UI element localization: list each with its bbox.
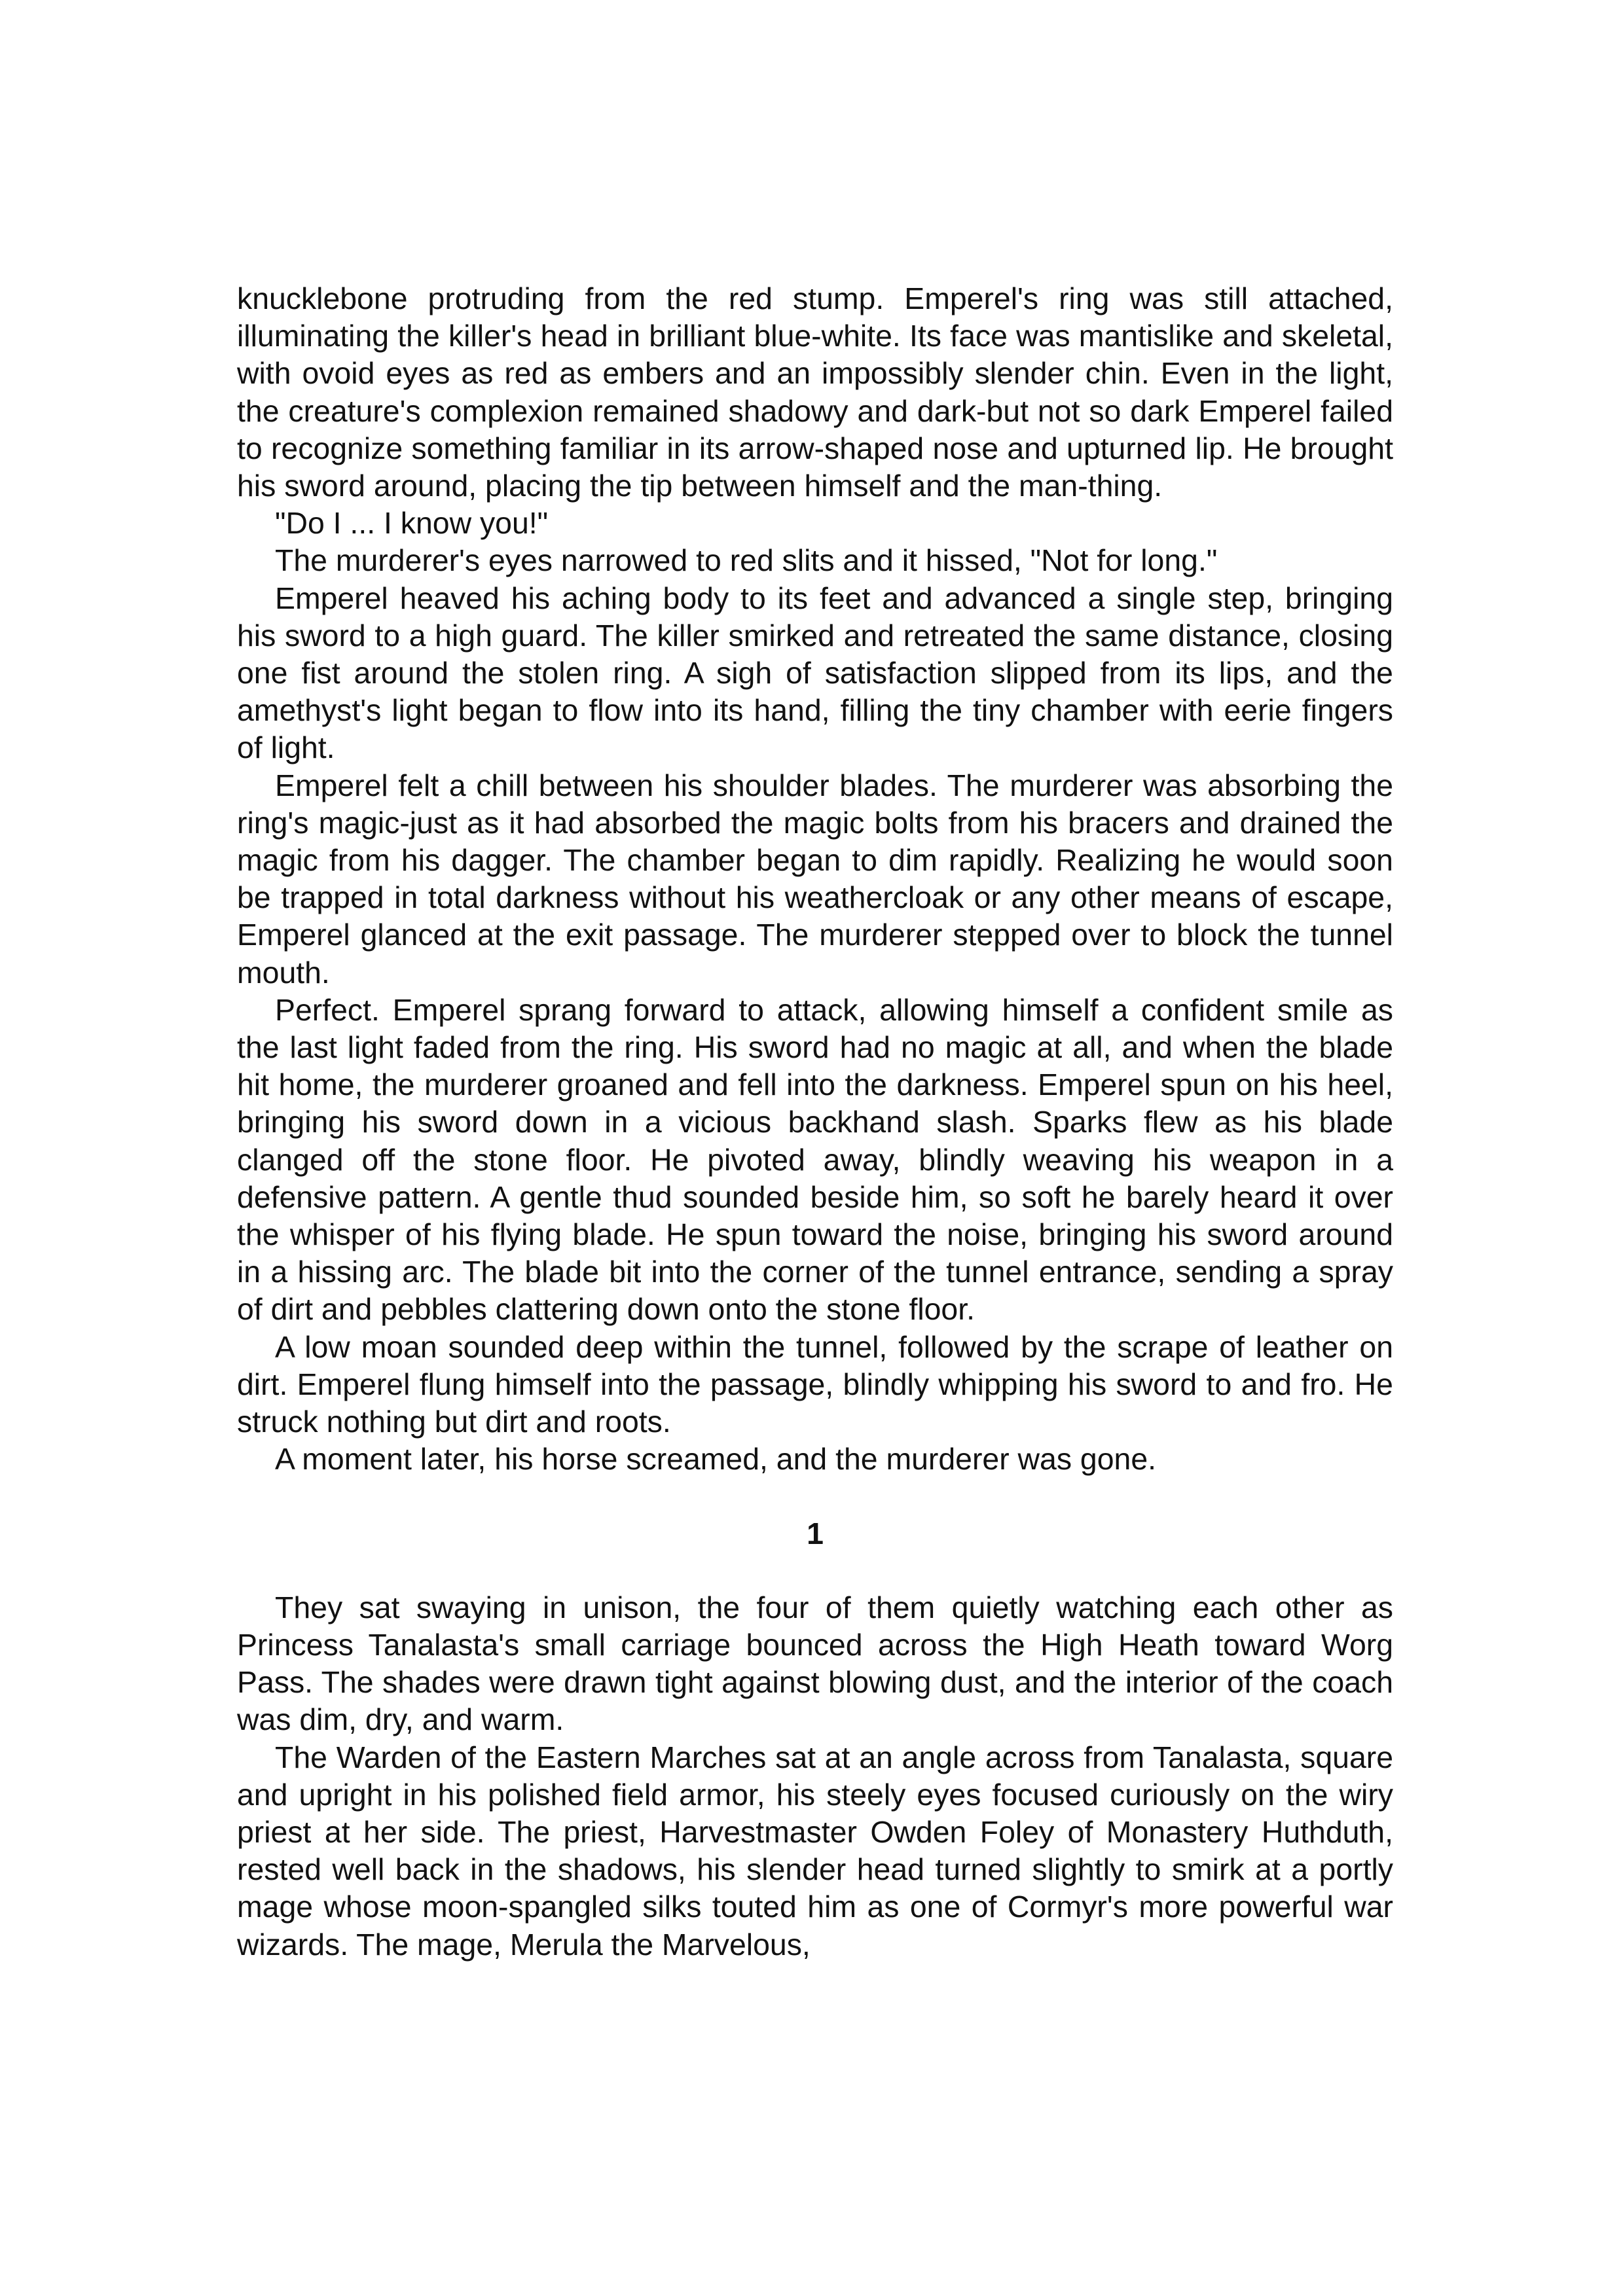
paragraph-perfect: Perfect. Emperel sprang forward to attack, allowing himself a confident smile as the last light faded from the ring. His sword had no magic at all, and when the blade hit home, the murderer groaned and fell into the darkness. Emperel spun on his heel, bringing his sword down in a vicious backhand slash. Sparks flew as his blade clanged off the stone floor. He pivoted away, blindly weaving his weapon in a defensive pattern. A gentle thud sounded beside him, so soft he barely heard it over the whisper of his flying blade. He spun toward the noise, bringing his sword around in a hissing arc. The blade bit into the corner of the tunnel entrance, sending a spray of dirt and pebbles clattering down onto the stone floor. bbox=[237, 992, 1393, 1327]
paragraph-dialogue-know-you: "Do I ... I know you!" bbox=[275, 506, 549, 541]
paragraph-continuation: knucklebone protruding from the red stump. Emperel's ring was still attached, illuminating the killer's head in brilliant blue-white. Its face was mantislike and skeletal, with ovoid eyes as red as embers and an impossibly slender chin. Even in the light, the creature's complexion remained shadowy and dark-but not so dark Emperel failed to recognize something familiar in its arrow-shaped nose and upturned lip. He brought his sword around, placing the tip between himself and the man-thing. bbox=[237, 281, 1393, 503]
paragraph-chill: Emperel felt a chill between his shoulder blades. The murderer was absorbing the ring's magic-just as it had absorbed the magic bolts from his bracers and drained the magic from his dagger. The chamber began to dim rapidly. Realizing he would soon be trapped in total darkness without his weathercloak or any other means of escape, Emperel glanced at the exit passage. The murderer stepped over to block the tunnel mouth. bbox=[237, 768, 1393, 990]
paragraph-horse-screamed: A moment later, his horse screamed, and the murderer was gone. bbox=[275, 1442, 1157, 1477]
book-page bbox=[237, 280, 1393, 1964]
chapter-number: 1 bbox=[807, 1516, 824, 1551]
paragraph-low-moan: A low moan sounded deep within the tunnel, followed by the scrape of leather on dirt. Emperel flung himself into the passage, blindly whipping his sword to and fro. He struck nothing but dirt and roots. bbox=[237, 1329, 1393, 1439]
paragraph-warden: The Warden of the Eastern Marches sat at an angle across from Tanalasta, square and upright in his polished field armor, his steely eyes focused curiously on the wiry priest at her side. The priest, Harvestmaster Owden Foley of Monastery Huthduth, rested well back in the shadows, his slender head turned slightly to smirk at a portly mage whose moon-spangled silks touted him as one of Cormyr's more powerful war wizards. The mage, Merula the Marvelous, bbox=[237, 1740, 1393, 1962]
paragraph-carriage: They sat swaying in unison, the four of them quietly watching each other as Princess Tanalasta's small carriage bounced across the High Heath toward Worg Pass. The shades were drawn tight against blowing dust, and the interior of the coach was dim, dry, and warm. bbox=[237, 1590, 1393, 1737]
paragraph-high-guard: Emperel heaved his aching body to its feet and advanced a single step, bringing his sword to a high guard. The killer smirked and retreated the same distance, closing one fist around the stolen ring. A sigh of satisfaction slipped from its lips, and the amethyst's light began to flow into its hand, filling the tiny chamber with eerie fingers of light. bbox=[237, 581, 1393, 765]
paragraph-dialogue-not-for-long: The murderer's eyes narrowed to red slits and it hissed, "Not for long." bbox=[275, 543, 1218, 578]
